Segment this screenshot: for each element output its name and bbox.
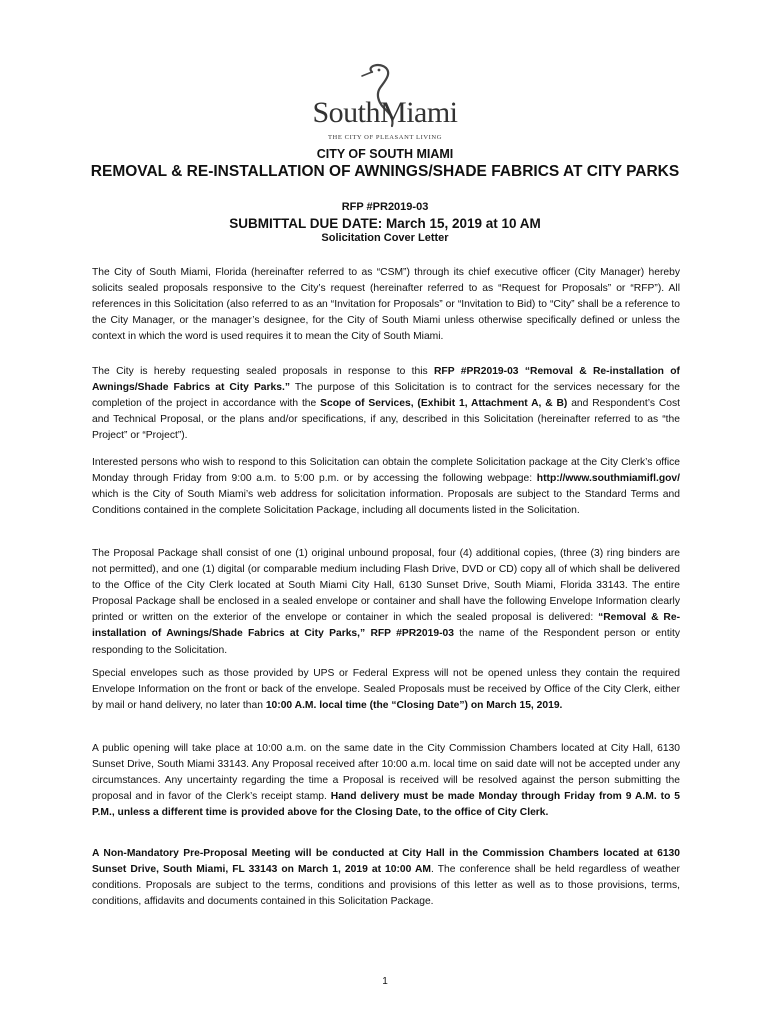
paragraph-public-opening xyxy=(92,741,680,821)
paragraph-special-envelopes xyxy=(92,666,680,714)
text: Interested persons who wish to respond to this Solicitation can obtain the complete Solicitation package at the City Clerk’s office Monday through Friday from 9:00 a.m. to 5:00 p.m. or by accessing the following webpage: xyxy=(92,457,680,485)
city-logo xyxy=(300,62,470,142)
website-link[interactable]: http://www.southmiamifl.gov/ xyxy=(536,473,680,485)
logo-name-south: South xyxy=(312,96,381,129)
hand-delivery-bold: Hand delivery must be made Monday through Friday from 9 A.M. to 5 P.M., unless a different time is provided above for the Closing Date, to the office of City Clerk. xyxy=(92,791,680,819)
page-number: 1 xyxy=(382,976,388,987)
due-date-line xyxy=(60,216,710,231)
due-date-label: SUBMITTAL DUE DATE: xyxy=(229,216,383,231)
paragraph-intro: The City of South Miami, Florida (hereinafter referred to as “CSM”) through its chief executive officer (City Manager) hereby solicits sealed proposals responsive to the City’s request (hereinafter referred to as “Request for Proposals” or “RFP”). All references in this Solicitation (also referred to as an “Invitation for Proposals” or “Invitation to Bid) to “City” shall be a reference to the City Manager, or the manager’s designee, for the City of South Miami unless otherwise specifically defined or unless the context in which the word is used requires it to mean the City of South Miami. xyxy=(92,267,680,343)
scope-reference-bold: Scope of Services, (Exhibit 1, Attachment A, & B) xyxy=(320,398,568,410)
text: A public opening will take place at 10:00 a.m. on the same date in the City Commission Chambers located at City Hall, 6130 Sunset Drive, South Miami 33143. Any Proposal received after 10:00 a.m. local time on said date will not be accepted under any circumstances. Any uncertainty regarding the time a Proposal is received will be resolved against the person submitting the proposal and in favor of the Clerk’s receipt stamp. xyxy=(92,743,680,803)
text: The purpose of this Solicitation is to contract for the services necessary for the completion of the project in accordance with the xyxy=(92,382,680,410)
paragraph-pre-proposal-meeting xyxy=(92,846,680,910)
logo-tagline: THE CITY OF PLEASANT LIVING xyxy=(327,134,443,141)
text: which is the City of South Miami’s web address for solicitation information. Proposals are subject to the Standard Terms and Conditions contained in the complete Solicitation Package, including all documents listed in the Solicitation. xyxy=(92,489,680,517)
meeting-info-bold: A Non-Mandatory Pre-Proposal Meeting will be conducted at City Hall in the Commission Chambers located at 6130 Sunset Drive, South Miami, FL 33143 on March 1, 2019 at 10:00 AM xyxy=(92,848,680,876)
rfp-number: RFP #PR2019-03 xyxy=(341,201,429,213)
text: The Proposal Package shall consist of one (1) original unbound proposal, four (4) additional copies, (three (3) ring binders are not permitted), and one (1) digital (or comparable medium including Flash Drive, DVD or CD) copy all of which shall be delivered to the Office of the City Clerk located at South Miami City Hall, 6130 Sunset Drive, South Miami, Florida 33143. The entire Proposal Package shall be enclosed in a sealed envelope or container and shall have the following Envelope Information clearly printed or written on the exterior of the envelope or container in which the sealed proposal is delivered: xyxy=(92,548,680,624)
city-heading: CITY OF SOUTH MIAMI xyxy=(316,147,454,161)
closing-date-bold: 10:00 A.M. local time (the “Closing Date”) on March 15, 2019. xyxy=(265,700,563,712)
logo-name-miami: Miami xyxy=(380,96,458,129)
paragraph-proposal-package xyxy=(92,546,680,659)
due-date-value: March 15, 2019 at 10 AM xyxy=(385,216,541,231)
text: Special envelopes such as those provided by UPS or Federal Express will not be opened unless they contain the required Envelope Information on the front or back of the envelope. Sealed Proposals must be received by Office of the City Clerk, either by mail or hand delivery, no later than xyxy=(92,668,680,712)
document-title: REMOVAL & RE-INSTALLATION OF AWNINGS/SHADE FABRICS AT CITY PARKS xyxy=(90,163,680,180)
text: The City is hereby requesting sealed proposals in response to this xyxy=(92,366,434,377)
envelope-info-bold: “Removal & Re-installation of Awnings/Shade Fabrics at City Parks,” RFP #PR2019-03 xyxy=(92,612,680,640)
logo-wordmark xyxy=(300,96,470,130)
rfp-title-bold: RFP #PR2019-03 “Removal & Re-installation of Awnings/Shade Fabrics at City Parks.” xyxy=(92,366,680,394)
text: . The conference shall be held regardless of weather conditions. Proposals are subject to the terms, conditions and provisions of this letter as well as to those provisions, terms, conditions, affidavits and documents contained in this Solicitation Package. xyxy=(92,864,680,908)
text: and Respondent’s Cost and Technical Proposal, or the plans and/or specifications, if any, described in this Solicitation (hereinafter referred to as “the Project” or “Project”). xyxy=(92,398,680,442)
paragraph-request xyxy=(92,364,680,444)
paragraph-package-access xyxy=(92,455,680,519)
cover-letter-heading: Solicitation Cover Letter xyxy=(321,232,449,244)
text: the name of the Respondent person or entity responding to the Solicitation. xyxy=(92,628,680,656)
